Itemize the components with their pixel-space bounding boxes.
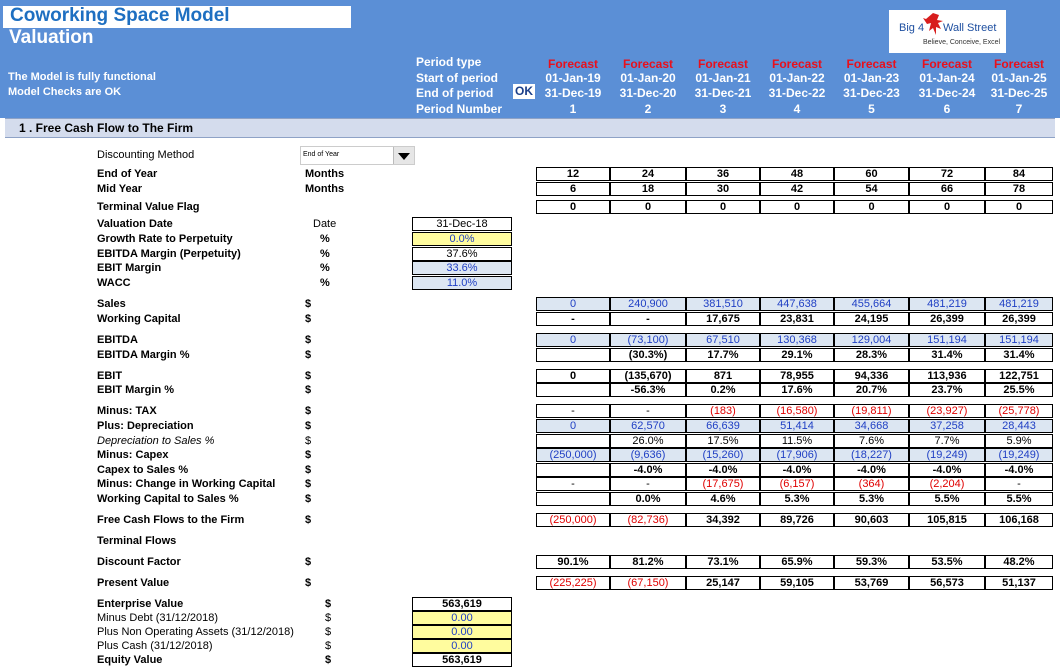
value-cell[interactable]: 106,168 <box>985 513 1053 527</box>
value-cell[interactable]: 11.5% <box>760 434 834 448</box>
value-cell[interactable]: (25,778) <box>985 404 1053 418</box>
value-cell[interactable]: -4.0% <box>909 463 985 477</box>
value-cell[interactable]: 25,147 <box>686 576 760 590</box>
row-unit: $ <box>305 384 312 396</box>
row-unit: $ <box>305 435 312 447</box>
input-unit: % <box>320 277 330 289</box>
value-cell[interactable]: 129,004 <box>834 333 909 347</box>
value-cell[interactable]: 0.2% <box>686 383 760 397</box>
value-cell[interactable]: 0 <box>536 369 610 383</box>
value-cell[interactable]: 17,675 <box>686 312 760 326</box>
value-cell[interactable]: 871 <box>686 369 760 383</box>
period-end: 31-Dec-21 <box>694 86 752 100</box>
row-unit: $ <box>305 493 312 505</box>
period-start: 01-Jan-24 <box>919 71 975 85</box>
input-unit: % <box>320 233 330 245</box>
value-cell[interactable]: -4.0% <box>834 463 909 477</box>
value-cell[interactable]: 20.7% <box>834 383 909 397</box>
value-cell[interactable]: 17.5% <box>686 434 760 448</box>
value-cell[interactable]: 59,105 <box>760 576 834 590</box>
value-cell[interactable]: 34,392 <box>686 513 760 527</box>
row-unit: $ <box>305 577 312 589</box>
period-type-label: Period type <box>416 55 482 69</box>
value-cell[interactable]: 0 <box>834 200 909 214</box>
value-cell[interactable]: 67,510 <box>686 333 760 347</box>
value-cell[interactable]: 240,900 <box>610 297 686 311</box>
value-cell[interactable]: 113,936 <box>909 369 985 383</box>
period-type: Forecast <box>921 57 973 71</box>
value-cell[interactable]: 48 <box>760 167 834 181</box>
value-cell[interactable]: (16,580) <box>760 404 834 418</box>
period-end: 31-Dec-23 <box>843 86 900 100</box>
value-cell[interactable]: (73,100) <box>610 333 686 347</box>
value-cell[interactable]: (250,000) <box>536 513 610 527</box>
value-cell[interactable]: -4.0% <box>760 463 834 477</box>
input-label: Growth Rate to Perpetuity <box>97 233 233 245</box>
value-cell[interactable]: (135,670) <box>610 369 686 383</box>
section-header <box>5 118 1055 138</box>
value-cell[interactable]: (30.3%) <box>610 348 686 362</box>
row-unit: $ <box>305 556 312 568</box>
row-label: Minus: TAX <box>97 405 157 417</box>
row-unit: $ <box>305 405 312 417</box>
start-of-period-label: Start of period <box>416 71 499 85</box>
value-cell[interactable]: (15,260) <box>686 448 760 462</box>
input-label: EBITDA Margin (Perpetuity) <box>97 248 241 260</box>
value-cell[interactable]: (23,927) <box>909 404 985 418</box>
input-unit: % <box>320 262 330 274</box>
value-cell[interactable]: (19,811) <box>834 404 909 418</box>
value-cell[interactable]: 26,399 <box>909 312 985 326</box>
period-type: Forecast <box>993 57 1045 71</box>
period-type: Forecast <box>622 57 674 71</box>
value-cell[interactable]: 0.0% <box>610 492 686 506</box>
value-cell[interactable]: - <box>536 404 610 418</box>
value-cell[interactable]: 59.3% <box>834 555 909 569</box>
input-unit: % <box>320 248 330 260</box>
period-start: 01-Jan-22 <box>769 71 825 85</box>
value-cell[interactable]: -4.0% <box>610 463 686 477</box>
value-cell[interactable]: -4.0% <box>686 463 760 477</box>
value-cell[interactable]: 81.2% <box>610 555 686 569</box>
value-cell[interactable]: 481,219 <box>985 297 1053 311</box>
value-cell[interactable]: 54 <box>834 182 909 196</box>
period-end: 31-Dec-25 <box>990 86 1048 100</box>
value-cell[interactable]: -4.0% <box>985 463 1053 477</box>
value-cell[interactable] <box>536 492 610 506</box>
value-cell[interactable]: (2,204) <box>909 477 985 491</box>
summary-value-cell[interactable]: 563,619 <box>412 597 512 611</box>
value-cell[interactable]: 17.6% <box>760 383 834 397</box>
row-label: Minus: Capex <box>97 449 169 461</box>
input-value-cell[interactable]: 11.0% <box>412 276 512 290</box>
value-cell[interactable]: 48.2% <box>985 555 1053 569</box>
value-cell[interactable]: 28.3% <box>834 348 909 362</box>
value-cell[interactable]: (225,225) <box>536 576 610 590</box>
value-cell[interactable] <box>536 348 610 362</box>
period-number: 1 <box>569 102 577 116</box>
row-label: Present Value <box>97 577 170 589</box>
value-cell[interactable]: 66 <box>909 182 985 196</box>
row-unit: $ <box>305 420 312 432</box>
summary-unit: $ <box>325 626 332 638</box>
row-label: Sales <box>97 298 126 310</box>
model-title: Coworking Space Model <box>10 5 230 26</box>
value-cell[interactable]: 0 <box>686 200 760 214</box>
input-unit: Date <box>313 218 337 230</box>
row-unit: $ <box>305 349 312 361</box>
value-cell[interactable]: 105,815 <box>909 513 985 527</box>
row-label: EBIT Margin % <box>97 384 175 396</box>
value-cell[interactable]: 17.7% <box>686 348 760 362</box>
period-end: 31-Dec-22 <box>768 86 826 100</box>
row-label: Depreciation to Sales % <box>97 435 215 447</box>
value-cell[interactable]: 0 <box>536 297 610 311</box>
period-type: Forecast <box>697 57 749 71</box>
period-type: Forecast <box>771 57 823 71</box>
row-label: Terminal Value Flag <box>97 201 200 213</box>
value-cell[interactable]: 90,603 <box>834 513 909 527</box>
summary-label: Plus Cash (31/12/2018) <box>97 640 213 652</box>
model-functional-note: The Model is fully functional <box>8 71 156 83</box>
summary-unit: $ <box>325 612 332 624</box>
value-cell[interactable]: -56.3% <box>610 383 686 397</box>
value-cell[interactable]: 28,443 <box>985 419 1053 433</box>
value-cell[interactable]: 12 <box>536 167 610 181</box>
input-label: EBIT Margin <box>97 262 162 274</box>
value-cell[interactable]: 89,726 <box>760 513 834 527</box>
logo-text-right: Wall Street <box>943 22 997 34</box>
value-cell[interactable]: 0 <box>760 200 834 214</box>
value-cell[interactable]: 56,573 <box>909 576 985 590</box>
value-cell[interactable]: (67,150) <box>610 576 686 590</box>
value-cell[interactable]: 481,219 <box>909 297 985 311</box>
period-end: 31-Dec-20 <box>619 86 677 100</box>
value-cell[interactable]: 0 <box>909 200 985 214</box>
summary-value-cell[interactable]: 0.00 <box>412 625 512 639</box>
value-cell[interactable]: 151,194 <box>909 333 985 347</box>
summary-label: Minus Debt (31/12/2018) <box>97 612 219 624</box>
row-unit: Months <box>305 168 345 180</box>
period-number: 7 <box>1015 102 1023 116</box>
value-cell[interactable] <box>536 434 610 448</box>
sheet-title: Valuation <box>9 27 94 48</box>
row-label: Discount Factor <box>97 556 181 568</box>
model-checks-note: Model Checks are OK <box>8 86 122 98</box>
value-cell[interactable]: 5.3% <box>834 492 909 506</box>
value-cell[interactable]: 381,510 <box>686 297 760 311</box>
value-cell[interactable]: 6 <box>536 182 610 196</box>
row-label: Terminal Flows <box>97 535 177 547</box>
value-cell[interactable]: - <box>536 312 610 326</box>
value-cell[interactable]: 7.6% <box>834 434 909 448</box>
dropdown-button[interactable] <box>393 147 414 164</box>
value-cell[interactable]: 455,664 <box>834 297 909 311</box>
summary-value-cell[interactable]: 0.00 <box>412 611 512 625</box>
value-cell[interactable]: 5.5% <box>985 492 1053 506</box>
value-cell[interactable]: 0 <box>610 200 686 214</box>
row-label: Working Capital to Sales % <box>97 493 239 505</box>
discounting-method-value: End of Year <box>303 151 340 158</box>
value-cell[interactable]: 5.9% <box>985 434 1053 448</box>
row-label: Minus: Change in Working Capital <box>97 478 276 490</box>
period-type: Forecast <box>846 57 897 71</box>
value-cell[interactable]: 31.4% <box>909 348 985 362</box>
value-cell[interactable]: 72 <box>909 167 985 181</box>
value-cell[interactable]: (18,227) <box>834 448 909 462</box>
input-label: Valuation Date <box>97 218 173 230</box>
row-label: Free Cash Flows to the Firm <box>97 514 245 526</box>
value-cell[interactable]: 26,399 <box>985 312 1053 326</box>
logo-tagline: Believe, Conceive, Excel <box>923 39 1001 46</box>
value-cell[interactable]: 24 <box>610 167 686 181</box>
row-unit: $ <box>305 370 312 382</box>
value-cell[interactable]: 36 <box>686 167 760 181</box>
row-unit: $ <box>305 298 312 310</box>
value-cell[interactable]: (19,249) <box>909 448 985 462</box>
row-label: EBITDA <box>97 334 138 346</box>
value-cell[interactable]: 23,831 <box>760 312 834 326</box>
period-number: 5 <box>868 102 875 116</box>
value-cell[interactable]: 90.1% <box>536 555 610 569</box>
value-cell[interactable]: 0 <box>536 333 610 347</box>
value-cell[interactable]: 65.9% <box>760 555 834 569</box>
value-cell[interactable]: (6,157) <box>760 477 834 491</box>
value-cell[interactable]: (17,906) <box>760 448 834 462</box>
value-cell[interactable]: 78 <box>985 182 1053 196</box>
row-unit: $ <box>305 313 312 325</box>
logo <box>889 10 1006 53</box>
value-cell[interactable]: 4.6% <box>686 492 760 506</box>
value-cell[interactable]: 37,258 <box>909 419 985 433</box>
summary-label: Enterprise Value <box>97 598 184 610</box>
row-label: Plus: Depreciation <box>97 420 194 432</box>
row-label: Mid Year <box>97 183 143 195</box>
value-cell[interactable]: 30 <box>686 182 760 196</box>
period-end: 31-Dec-19 <box>544 86 602 100</box>
input-value-cell[interactable]: 37.6% <box>412 247 512 261</box>
value-cell[interactable]: (250,000) <box>536 448 610 462</box>
period-number-label: Period Number <box>416 102 503 116</box>
row-label: EBITDA Margin % <box>97 349 190 361</box>
row-unit: $ <box>305 449 312 461</box>
value-cell[interactable]: 0 <box>536 200 610 214</box>
value-cell[interactable] <box>536 463 610 477</box>
period-end: 31-Dec-24 <box>918 86 976 100</box>
row-unit: $ <box>305 334 312 346</box>
value-cell[interactable]: 18 <box>610 182 686 196</box>
summary-value-cell[interactable]: 563,619 <box>412 653 512 667</box>
value-cell[interactable]: (9,636) <box>610 448 686 462</box>
value-cell[interactable]: 94,336 <box>834 369 909 383</box>
value-cell[interactable]: 62,570 <box>610 419 686 433</box>
value-cell[interactable]: 0 <box>985 200 1053 214</box>
summary-unit: $ <box>325 654 332 666</box>
eagle-icon <box>922 11 944 37</box>
period-start: 01-Jan-23 <box>843 71 900 85</box>
discounting-method-dropdown[interactable] <box>300 146 415 165</box>
discounting-method-label: Discounting Method <box>97 149 195 161</box>
value-cell[interactable]: - <box>610 312 686 326</box>
value-cell[interactable]: 78,955 <box>760 369 834 383</box>
value-cell[interactable]: 53,769 <box>834 576 909 590</box>
row-label: EBIT <box>97 370 123 382</box>
row-unit: $ <box>305 464 312 476</box>
value-cell[interactable]: 60 <box>834 167 909 181</box>
row-unit: $ <box>305 514 312 526</box>
value-cell[interactable]: (19,249) <box>985 448 1053 462</box>
chevron-down-icon <box>398 153 410 160</box>
period-number: 3 <box>719 102 727 116</box>
period-number: 6 <box>943 102 951 116</box>
value-cell[interactable]: 24,195 <box>834 312 909 326</box>
period-start: 01-Jan-20 <box>620 71 676 85</box>
end-of-period-label: End of period <box>416 86 494 100</box>
value-cell[interactable]: - <box>985 477 1053 491</box>
row-label: Capex to Sales % <box>97 464 189 476</box>
value-cell[interactable]: 73.1% <box>686 555 760 569</box>
value-cell[interactable]: 5.5% <box>909 492 985 506</box>
summary-unit: $ <box>325 640 332 652</box>
value-cell[interactable] <box>536 383 610 397</box>
row-label: Working Capital <box>97 313 181 325</box>
input-value-cell[interactable]: 0.0% <box>412 232 512 246</box>
model-check-ok-flag: OK <box>515 84 533 98</box>
row-unit: Months <box>305 183 345 195</box>
value-cell[interactable]: 130,368 <box>760 333 834 347</box>
value-cell[interactable]: 151,194 <box>985 333 1053 347</box>
input-value-cell[interactable]: 33.6% <box>412 261 512 275</box>
value-cell[interactable]: 42 <box>760 182 834 196</box>
value-cell[interactable]: 53.5% <box>909 555 985 569</box>
value-cell[interactable]: 5.3% <box>760 492 834 506</box>
value-cell[interactable]: (364) <box>834 477 909 491</box>
value-cell[interactable]: 66,639 <box>686 419 760 433</box>
value-cell[interactable]: - <box>610 477 686 491</box>
period-type: Forecast <box>547 57 599 71</box>
summary-label: Plus Non Operating Assets (31/12/2018) <box>97 626 294 638</box>
summary-label: Equity Value <box>97 654 163 666</box>
summary-value-cell[interactable]: 0.00 <box>412 639 512 653</box>
value-cell[interactable]: (82,736) <box>610 513 686 527</box>
value-cell[interactable]: 31.4% <box>985 348 1053 362</box>
logo-text-left: Big 4 <box>899 22 925 34</box>
period-start: 01-Jan-19 <box>545 71 601 85</box>
period-start: 01-Jan-25 <box>991 71 1047 85</box>
value-cell[interactable]: (183) <box>686 404 760 418</box>
value-cell[interactable]: 29.1% <box>760 348 834 362</box>
value-cell[interactable]: 0 <box>536 419 610 433</box>
value-cell[interactable]: 122,751 <box>985 369 1053 383</box>
section-title: 1 . Free Cash Flow to The Firm <box>19 121 194 135</box>
period-start: 01-Jan-21 <box>695 71 751 85</box>
value-cell[interactable]: 51,137 <box>985 576 1053 590</box>
summary-unit: $ <box>325 598 332 610</box>
row-label: End of Year <box>97 168 158 180</box>
row-unit: $ <box>305 478 312 490</box>
value-cell[interactable]: (17,675) <box>686 477 760 491</box>
input-label: WACC <box>97 277 131 289</box>
period-number: 2 <box>644 102 652 116</box>
value-cell[interactable]: 7.7% <box>909 434 985 448</box>
value-cell[interactable]: 25.5% <box>985 383 1053 397</box>
value-cell[interactable]: - <box>536 477 610 491</box>
value-cell[interactable]: 51,414 <box>760 419 834 433</box>
value-cell[interactable]: 23.7% <box>909 383 985 397</box>
value-cell[interactable]: - <box>610 404 686 418</box>
value-cell[interactable]: 34,668 <box>834 419 909 433</box>
value-cell[interactable]: 26.0% <box>610 434 686 448</box>
value-cell[interactable]: 447,638 <box>760 297 834 311</box>
period-number: 4 <box>793 102 801 116</box>
value-cell[interactable]: 84 <box>985 167 1053 181</box>
input-value-cell[interactable]: 31-Dec-18 <box>412 217 512 231</box>
